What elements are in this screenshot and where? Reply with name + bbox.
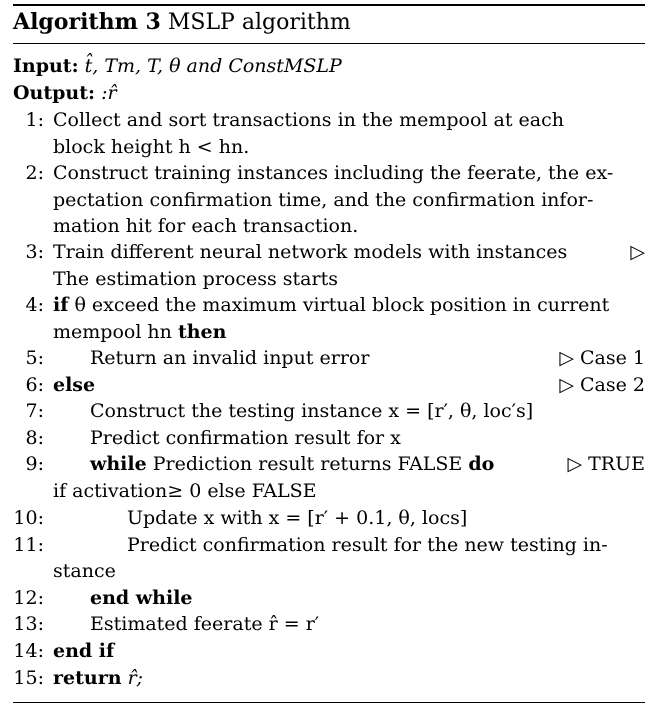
keyword-if: if <box>53 294 69 316</box>
keyword-return: return <box>53 667 122 689</box>
output-line <box>0 82 653 108</box>
comment-marker: ▷ <box>630 241 645 263</box>
step-text: Estimated feerate r̂ = r′ <box>90 613 320 635</box>
step-text: mation hit for each transaction. <box>53 215 359 237</box>
step-11-cont <box>0 560 653 586</box>
step-9 <box>0 453 653 479</box>
step-number: 9: <box>25 453 44 475</box>
step-text: Collect and sort transactions in the mempool at each <box>53 109 564 131</box>
step-10 <box>0 507 653 533</box>
step-text: r̂; <box>127 667 144 689</box>
step-number: 12: <box>13 587 44 609</box>
step-6 <box>0 374 653 400</box>
top-rule <box>13 4 645 6</box>
output-value: :r̂ <box>101 82 117 104</box>
comment-true: ▷ TRUE <box>567 453 645 475</box>
step-text: θ exceed the maximum virtual block position in current <box>74 294 610 316</box>
step-number: 3: <box>25 241 44 263</box>
title-rule <box>13 43 645 44</box>
step-number: 2: <box>25 162 44 184</box>
step-text: mempool hn <box>53 321 172 343</box>
input-label: Input: <box>13 55 79 77</box>
step-text: Predict confirmation result for the new testing in- <box>127 534 608 556</box>
step-14 <box>0 640 653 666</box>
comment-case-1: ▷ Case 1 <box>559 347 645 369</box>
step-8 <box>0 427 653 453</box>
keyword-else: else <box>53 374 96 396</box>
step-1 <box>0 109 653 135</box>
step-number: 14: <box>13 640 44 662</box>
step-number: 1: <box>25 109 44 131</box>
step-text: Predict confirmation result for x <box>90 427 401 449</box>
algorithm-name: MSLP algorithm <box>167 10 351 35</box>
step-2 <box>0 162 653 188</box>
step-number: 4: <box>25 294 44 316</box>
step-4 <box>0 294 653 320</box>
step-2-cont2 <box>0 215 653 241</box>
step-7 <box>0 400 653 426</box>
step-text: Prediction result returns FALSE <box>152 453 463 475</box>
input-line <box>0 55 653 81</box>
step-number: 10: <box>13 507 44 529</box>
comment-case-2: ▷ Case 2 <box>559 374 645 396</box>
step-number: 13: <box>13 613 44 635</box>
input-value: t̂, Tm, T, θ and ConstMSLP <box>84 55 342 77</box>
step-number: 11: <box>13 534 44 556</box>
step-15 <box>0 667 653 693</box>
keyword-end-while: end while <box>90 587 193 609</box>
keyword-then: then <box>177 321 227 343</box>
step-text: Train different neural network models with instances <box>53 241 568 263</box>
step-text: Construct training instances including the feerate, the ex- <box>53 162 614 184</box>
step-text: Return an invalid input error <box>90 347 370 369</box>
step-text: if activation≥ 0 else FALSE <box>53 480 317 502</box>
step-text: stance <box>53 560 116 582</box>
step-3-cont <box>0 268 653 294</box>
step-text: pectation confirmation time, and the confirmation infor- <box>53 189 594 211</box>
step-number: 7: <box>25 400 44 422</box>
keyword-end-if: end if <box>53 640 115 662</box>
step-9-cont <box>0 480 653 506</box>
keyword-while: while <box>90 453 147 475</box>
step-number: 8: <box>25 427 44 449</box>
step-4-cont <box>0 321 653 347</box>
step-text: Update x with x = [r′ + 0.1, θ, locs] <box>127 507 468 529</box>
step-3 <box>0 241 653 267</box>
algorithm-label: Algorithm 3 <box>13 9 161 35</box>
step-12 <box>0 587 653 613</box>
step-number: 15: <box>13 667 44 689</box>
bottom-rule <box>13 702 645 703</box>
step-text: Construct the testing instance x = [r′, θ, loc′s] <box>90 400 534 422</box>
output-label: Output: <box>13 82 96 104</box>
keyword-do: do <box>468 453 495 475</box>
step-text: block height h < hn. <box>53 136 250 158</box>
step-1-cont <box>0 136 653 162</box>
step-5 <box>0 347 653 373</box>
comment-text: The estimation process starts <box>53 268 338 290</box>
step-11 <box>0 534 653 560</box>
step-13 <box>0 613 653 639</box>
step-number: 5: <box>25 347 44 369</box>
step-2-cont <box>0 189 653 215</box>
algorithm-title <box>13 9 351 35</box>
step-number: 6: <box>25 374 44 396</box>
